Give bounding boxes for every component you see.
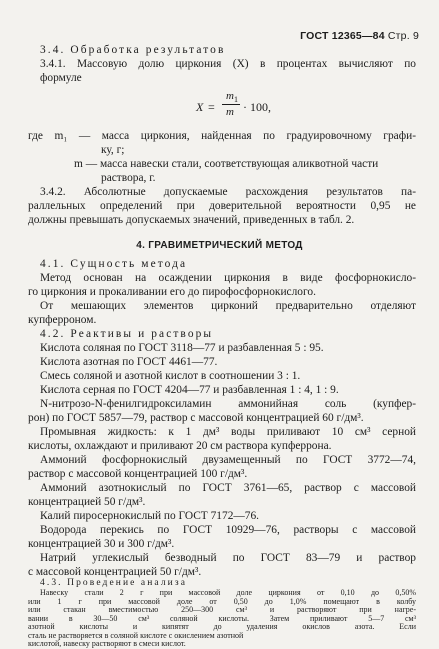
page-header (300, 30, 419, 42)
reagent-line: Натрий углекислый безводный по ГОСТ 83—79 и раствор (40, 552, 416, 564)
reagent-line: кислоты, охлаждают и приливают 20 см раствора купферрона. (28, 440, 332, 452)
formula-denominator: m (226, 106, 234, 118)
section-heading-4-2: 4.2. Реактивы и растворы (40, 328, 214, 340)
paragraph-line: вании в 30—50 см³ соляной кислоты. Затем приливают 5—7 см³ (28, 613, 416, 623)
reagent-line: раствор с массовой концентрацией 100 г/дм³. (28, 468, 248, 480)
formula-rest: · 100, (243, 100, 271, 114)
paragraph-line: Навеску стали 2 г при массовой доле циркония от 0,10 до 0,50% (40, 588, 416, 597)
paragraph-line: купферроном. (28, 314, 97, 326)
section-heading-4-3: 4.3. Проведение анализа (40, 578, 188, 588)
reagent-line: Аммоний фосфорнокислый двузамещенный по ГОСТ 3772—74, (40, 454, 416, 466)
standard-number: ГОСТ 12365—84 (300, 30, 385, 42)
reagent-line: Кислота серная по ГОСТ 4204—77 и разбавленная 1 : 4, 1 : 9. (40, 384, 339, 396)
paragraph-line: 3.4.1. Массовую долю циркония (X) в процентах вычисляют по (40, 58, 416, 70)
paragraph-line: или стакан вместимостью 250—300 см³ и растворяют при нагре- (28, 605, 416, 614)
reagent-line: Аммоний азотнокислый по ГОСТ 3761—65, раствор с массовой (40, 482, 416, 494)
reagent-line: Калий пиросернокислый по ГОСТ 7172—76. (40, 510, 260, 522)
where-line: m — масса навески стали, соответствующая аликвотной части (74, 158, 379, 170)
formula-numerator: $m_1$ (226, 90, 238, 105)
reagent-line: рон) по ГОСТ 5857—79, раствор с массовой концентрацией 60 г/дм³. (28, 412, 364, 424)
paragraph-line: 3.4.2. Абсолютные допускаемые расхождения результатов па- (40, 186, 416, 198)
section-heading-3-4: 3.4. Обработка результатов (40, 44, 226, 56)
reagent-line: концентрацией 30 и 300 г/дм³. (28, 538, 175, 550)
paragraph-line: или 1 г при массовой доле от 0,50 до 1,0% помещают в колбу (28, 596, 416, 606)
formula (196, 90, 306, 124)
reagent-line: концентрацией 50 г/дм³. (28, 496, 146, 508)
fraction-bar (222, 104, 240, 105)
reagent-line: Кислота азотная по ГОСТ 4461—77. (40, 356, 218, 368)
where-line: раствора, г. (101, 172, 156, 184)
paragraph-line: формуле (40, 72, 82, 84)
paragraph-line: кислотой, навеску растворяют в смеси кислот. (28, 639, 186, 648)
paragraph-line: должны превышать допускаемых значений, приведенных в табл. 2. (28, 214, 355, 226)
reagent-line: Промывная жидкость: к 1 дм³ воды приливают 10 см³ серной (40, 426, 416, 438)
where-line: ку, г; (101, 144, 125, 156)
reagent-line: Кислота соляная по ГОСТ 3118—77 и разбавленная 5 : 95. (40, 342, 324, 354)
reagent-line: N-нитрозо-N-фенилгидроксиламин аммонийная соль (купфер- (40, 398, 416, 410)
paragraph-line: От мешающих элементов цирконий предварительно отделяют (40, 300, 416, 312)
paragraph-line: азотной кислоты и кипятят до удаления окислов азота. Если (28, 622, 416, 631)
paragraph-line: Метод основан на осаждении циркония в виде фосфорнокисло- (40, 272, 416, 284)
reagent-line: с массовой концентрацией 50 г/дм³. (28, 566, 202, 578)
reagent-line: Смесь соляной и азотной кислот в соотношении 3 : 1. (40, 370, 301, 382)
section-heading-4-1: 4.1. Сущность метода (40, 258, 188, 270)
paragraph-line: сталь не растворяется в соляной кислоте с окислением азотной (28, 630, 244, 640)
paragraph-line: го циркония и прокаливании его до пирофосфорнокислого. (28, 286, 316, 298)
reagent-line: Водорода перекись по ГОСТ 10929—76, растворы с массовой (40, 524, 416, 536)
formula-equals: = (208, 100, 215, 114)
section-title-4: 4. ГРАВИМЕТРИЧЕСКИЙ МЕТОД (136, 240, 303, 251)
formula-lhs: X (196, 100, 204, 114)
paragraph-line: раллельных определений при доверительной вероятности 0,95 не (28, 200, 416, 212)
where-line: где m₁ — масса циркония, найденная по градуировочному графи- (28, 130, 416, 142)
page-number: Стр. 9 (387, 30, 419, 42)
